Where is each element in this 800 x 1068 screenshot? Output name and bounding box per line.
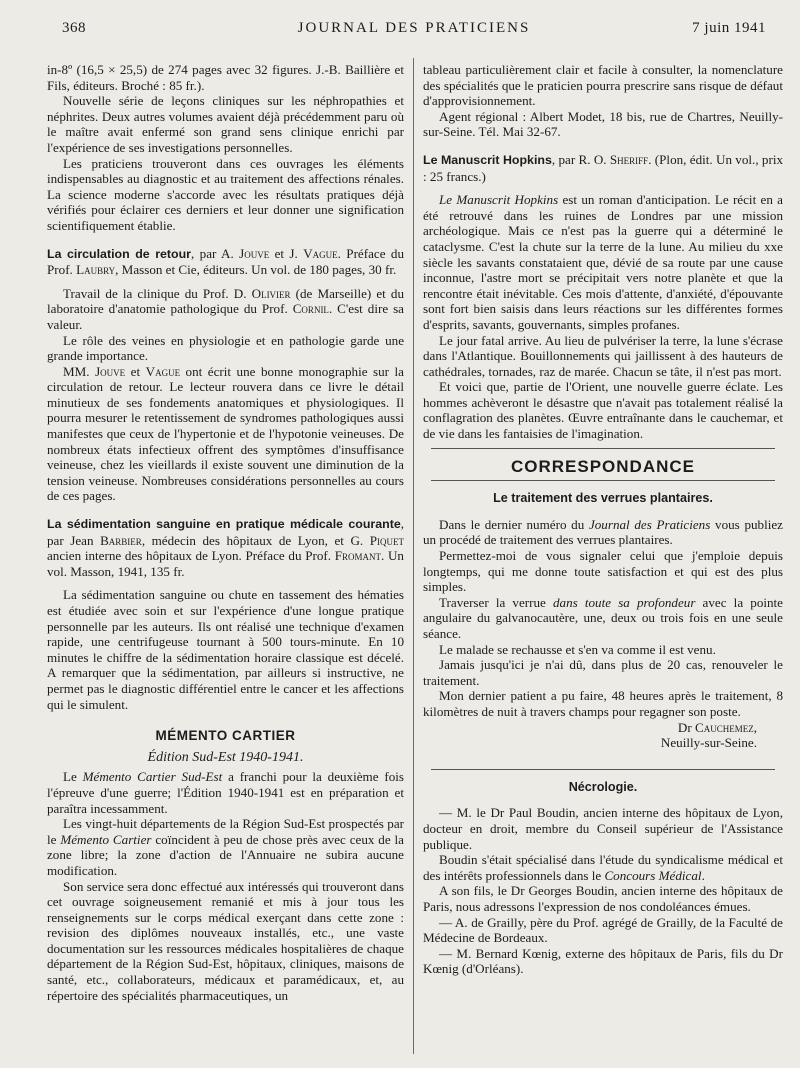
signature-name: Dr Cauchemez,	[677, 719, 757, 735]
paragraph: Et voici que, partie de l'Orient, une nouvelle guerre éclate. Les hommes achèveront le désastre que n'avait pas totalement réalisé la conflagration des planètes. Œuvre entraînante dans le cauchemar, et de vie dans les fantaisies de l'imagination.	[423, 379, 783, 442]
review-heading-manuscrit: Le Manuscrit Hopkins, par R. O. Sheriff. (Plon, édit. Un vol., prix : 25 francs.)	[423, 151, 783, 184]
paragraph: Le Mémento Cartier Sud-Est a franchi pour la deuxième fois l'épreuve d'une guerre; l'Édition 1940-1941 est en préparation et paraîtra incessamment.	[47, 769, 404, 816]
issue-date: 7 juin 1941	[692, 20, 766, 36]
paragraph: Jamais jusqu'ici je n'ai dû, dans plus de 20 cas, renouveler le traitement.	[423, 657, 783, 688]
left-column	[47, 62, 404, 1056]
paragraph: La sédimentation sanguine ou chute en tassement des hématies est étudiée avec soin et sur l'expérience d'une longue pratique personnelle par les auteurs. Ils ont réalisé une technique d'examen rapide, une centrifugeuse tournant à 500 tours-minute. En 10 minutes le chiffre de la sédimentation horaire classique est décelé. A remarquer que la sédimentation, par ailleurs si instructive, ne permet pas le diagnostic différentiel entre le cancer et les affections qui le simulent.	[47, 587, 404, 712]
section-title-memento: MÉMENTO CARTIER	[155, 728, 296, 744]
paragraph: MM. Jouve et Vague ont écrit une bonne monographie sur la circulation de retour. Le lecteur rouvera dans ce livre le détail minutieux de ses fondements anatomiques et physiologiques. Il pourra mesurer le retentissement de syndromes pathologiques aussi manifestes que ceux de l'hypertonie et de l'hypotonie veineuses. De nombreux états infectieux offrent des symptômes d'insuffisance veineuse, chez les vieillards il existe souvent une diminution de la tension veineuse. Nombreuses considérations personnelles au cours de ces pages.	[47, 363, 404, 504]
paragraph: tableau particulièrement clair et facile à consulter, la nomenclature des spécialités que le praticien pourra prescrire sans risque de défaut d'approvisionnement.	[423, 62, 783, 109]
section-subtitle: Édition Sud-Est 1940-1941.	[147, 749, 304, 765]
signature-place: Neuilly-sur-Seine.	[660, 735, 757, 751]
paragraph: in-8º (16,5 × 25,5) de 274 pages avec 32 figures. J.-B. Baillière et Fils, éditeurs. Broché : 85 fr.).	[47, 62, 404, 93]
paragraph: — A. de Grailly, père du Prof. agrégé de Grailly, de la Faculté de Médecine de Bordeaux.	[423, 914, 783, 946]
paragraph: Le Manuscrit Hopkins est un roman d'anticipation. Le récit en a été retrouvé dans les ruines de Londres par une mission archéologique. Mais ce n'est pas la guerre qui a déterminé le cataclysme. C'est la chute sur la terre de la lune. Au milieu du xxe siècle les savants constataient que, dévié de sa route par une cause inconnue, l'astre mort se précipitait vers notre planète et que la rencontre était inévitable. Ces mois d'attente, d'anxiété, d'épouvante sont fort bien saisis dans leurs réactions sur les différentes formes d'esprits, savants, gouvernants, simples profanes.	[423, 192, 783, 332]
paragraph: Traverser la verrue dans toute sa profondeur avec la pointe angulaire du galvanocautère, une, deux ou trois fois en une seule séance.	[423, 594, 783, 641]
paragraph: — M. Bernard Kœnig, externe des hôpitaux de Paris, fils du Dr Kœnig (d'Orléans).	[423, 945, 783, 977]
right-column	[423, 62, 783, 1056]
paragraph: Les vingt-huit départements de la Région Sud-Est prospectés par le Mémento Cartier coïncident à peu de chose près avec ceux de la zone libre; la zone d'action de l'Annuaire ne subira aucune modification.	[47, 816, 404, 878]
book-title: Le Manuscrit Hopkins	[423, 152, 552, 167]
paragraph: Nouvelle série de leçons cliniques sur les néphropathies et néphrites. Deux autres volumes avaient déjà précédemment paru où le maître avait enfermé son grand sens clinique enrichi par l'expérience de ses investigations personnelles.	[47, 93, 404, 155]
review-heading-sedimentation: La sédimentation sanguine en pratique médicale courante, par Jean Barbier, médecin des hôpitaux de Lyon, et G. Piquet ancien interne des hôpitaux de Lyon. Préface du Prof. Fromant. Un vol. Masson, 1941, 135 fr.	[47, 516, 404, 579]
article-title-verrues: Le traitement des verrues plantaires.	[493, 491, 713, 506]
paragraph: Son service sera donc effectué aux intéressés qui trouveront dans cet ouvrage soigneusement remanié et mis à jour tous les renseignements sur le corps médical exerçant dans cette zone : revision des diplômes nouveaux installés, etc., une vaste documentation sur les ressources médicales hospitalières de chaque département de la Région Sud-Est, hôpitaux, cliniques, maisons de santé, etc., collaborateurs, médicaux et paramédicaux, et, au répertoire des spécialités pharmaceutiques, un	[47, 878, 404, 1003]
paragraph: Boudin s'était spécialisé dans l'étude du syndicalisme médical et des intérêts professionnels dans le Concours Médical.	[423, 852, 783, 883]
paragraph: Le malade se rechausse et s'en va comme il est venu.	[439, 641, 716, 657]
paragraph: Les praticiens trouveront dans ces ouvrages les éléments indispensables au diagnostic et au traitement des affections rénales. La science moderne s'accorde avec les résultats pratiques déjà vérifiés pour éclairer ces derniers et leur donner une signification scientifiquement établie.	[47, 155, 404, 233]
column-divider	[413, 58, 414, 1054]
divider	[431, 448, 775, 449]
book-title: La sédimentation sanguine en pratique médicale courante	[47, 517, 401, 532]
page-header	[62, 18, 766, 40]
paragraph: Agent régional : Albert Modet, 18 bis, rue de Chartres, Neuilly-sur-Seine. Tél. Mai 32-67.	[423, 108, 783, 140]
section-title-necrologie: Nécrologie.	[568, 779, 638, 794]
paragraph: — M. le Dr Paul Boudin, ancien interne des hôpitaux de Lyon, docteur en droit, membre du Conseil supérieur de l'Assistance publique.	[423, 805, 783, 852]
journal-title: JOURNAL DES PRATICIENS	[297, 20, 531, 36]
paragraph: Le jour fatal arrive. Au lieu de pulvériser la terre, la lune s'écrase dans l'Atlantique. Bouillonnements qui jaillissent à des hauteurs de cathédrales, tornades, raz de marée. Chacun se tâte, il n'est pas mort.	[423, 332, 783, 379]
divider	[431, 769, 775, 770]
book-title: La circulation de retour	[47, 246, 192, 261]
paragraph: Mon dernier patient a pu faire, 48 heures après le traitement, 8 kilomètres de nuit à travers champs pour regagner son poste.	[423, 688, 783, 719]
paragraph: A son fils, le Dr Georges Boudin, ancien interne des hôpitaux de Paris, nous adressons l'expression de nos condoléances émues.	[423, 883, 783, 914]
divider	[431, 480, 775, 481]
paragraph: Permettez-moi de vous signaler celui que j'emploie depuis longtemps, qui me donne toute satisfaction et qui est des plus simples.	[423, 548, 783, 595]
page-number: 368	[62, 20, 86, 36]
paragraph: Travail de la clinique du Prof. D. Olivier (de Marseille) et du laboratoire d'anatomie pathologique du Prof. Cornil. C'est dire sa valeur.	[47, 285, 404, 332]
paragraph: Dans le dernier numéro du Journal des Praticiens vous publiez un procédé de traitement des verrues plantaires.	[423, 516, 783, 548]
paragraph: Le rôle des veines en physiologie et en pathologie garde une grande importance.	[47, 332, 404, 364]
section-title-correspondance: CORRESPONDANCE	[510, 456, 696, 476]
review-heading-circulation: La circulation de retour, par A. Jouve et J. Vague. Préface du Prof. Laubry, Masson et Cie, éditeurs. Un vol. de 180 pages, 30 fr.	[47, 245, 404, 278]
